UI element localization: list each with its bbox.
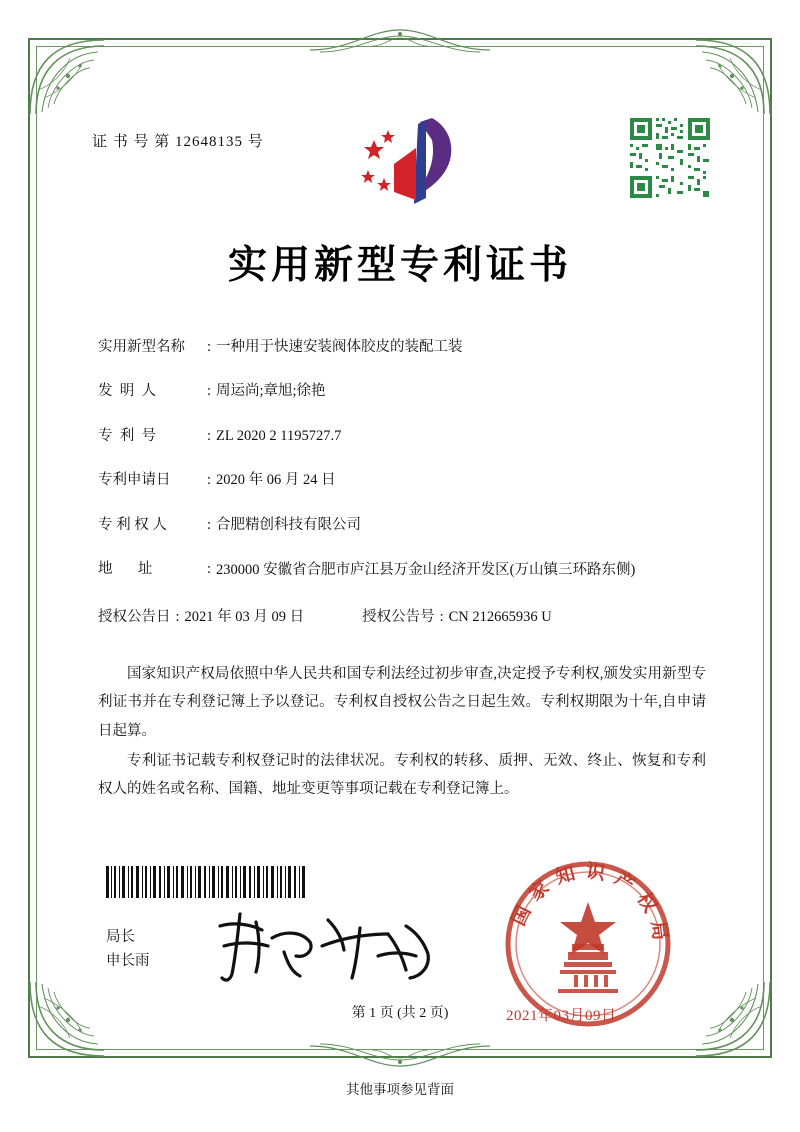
field-label: 专 利 权 人 <box>98 516 167 533</box>
field-label: 专 利 号 <box>98 427 156 444</box>
field-row-application-date <box>98 469 708 491</box>
field-value: CN 212665936 U <box>448 608 552 625</box>
field-value: ZL 2020 2 1195727.7 <box>216 427 342 444</box>
handwritten-signature <box>210 908 450 988</box>
director-name-label: 申长雨 <box>106 952 150 969</box>
field-row-invention-name <box>98 336 708 358</box>
field-separator: : <box>206 339 212 355</box>
footnote: 其他事项参见背面 <box>346 1082 454 1097</box>
page-indicator: 第 1 页 (共 2 页) <box>351 1006 449 1021</box>
field-row-grant <box>98 606 708 628</box>
field-label: 地 址 <box>98 561 153 578</box>
paragraph: 国家知识产权局依照中华人民共和国专利法经过初步审查,决定授予专利权,颁发实用新型专利证书并在专利登记簿上予以登记。专利权自授权公告之日起生效。专利权期限为十年,自申请日起算。 <box>98 666 706 739</box>
svg-text:国家知识产权局: 国家知识产权局 <box>508 860 672 951</box>
field-value: 230000 安徽省合肥市庐江县万金山经济开发区(万山镇三环路东侧) <box>216 562 636 579</box>
certificate-number: 证 书 号 第 12648135 号 <box>92 134 264 150</box>
field-separator: : <box>206 561 212 578</box>
seal-date: 2021年03月09日 <box>506 1008 617 1024</box>
field-value: 周运尚;章旭;徐艳 <box>216 383 326 400</box>
field-label: 专利申请日 <box>98 472 171 489</box>
field-separator: : <box>206 472 212 489</box>
paragraph: 专利证书记载专利权登记时的法律状况。专利权的转移、质押、无效、终止、恢复和专利权人的姓名或名称、国籍、地址变更等事项记载在专利登记簿上。 <box>98 752 706 798</box>
cnipa-logo-icon <box>354 114 474 210</box>
field-label: 授权公告日 <box>98 608 171 625</box>
field-separator: : <box>206 383 212 400</box>
field-separator: : <box>439 608 444 625</box>
certificate-content <box>36 46 764 1050</box>
field-separator: : <box>175 608 180 625</box>
field-value: 一种用于快速安装阀体胶皮的装配工装 <box>216 339 463 355</box>
qr-code <box>628 116 712 200</box>
director-role-label: 局长 <box>106 929 135 945</box>
field-row-patentee <box>98 514 708 536</box>
field-list <box>98 336 708 638</box>
field-label: 发 明 人 <box>98 383 156 400</box>
signature-block <box>106 926 150 974</box>
grant-date-group <box>98 606 304 628</box>
field-separator: : <box>206 427 212 444</box>
field-label: 实用新型名称 <box>98 339 185 355</box>
grant-number-group <box>362 606 552 628</box>
field-row-address <box>98 558 708 583</box>
field-separator: : <box>206 516 212 533</box>
page-title: 实用新型专利证书 <box>227 242 572 288</box>
legal-text <box>98 660 706 805</box>
field-row-patent-number <box>98 425 708 447</box>
field-value: 合肥精创科技有限公司 <box>216 516 361 533</box>
field-value: 2020 年 06 月 24 日 <box>216 472 336 489</box>
field-row-inventor <box>98 380 708 402</box>
field-value: 2021 年 03 月 09 日 <box>184 608 305 625</box>
barcode <box>106 866 306 898</box>
field-label: 授权公告号 <box>362 608 435 625</box>
